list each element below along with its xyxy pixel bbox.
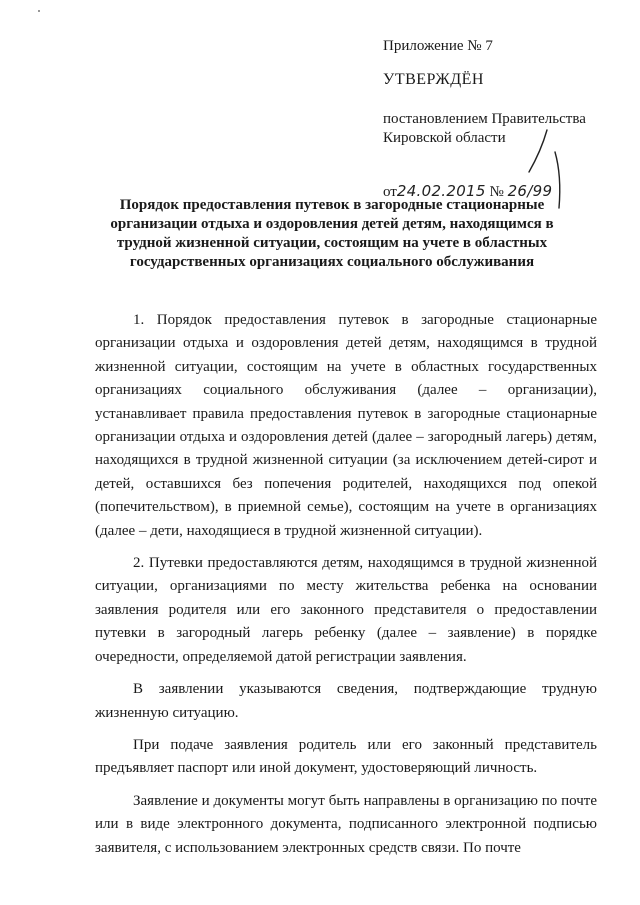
paragraph: 1. Порядок предоставления путевок в загородные стационарные организации отдыха и оздоровления детей детям, находящимся в трудной жизненной ситуации, состоящим на учете в областных государственных организациях социального обслуживания (далее – организации), устанавливает правила предоставления путевок в загородные стационарные организации отдыха и оздоровления детей (далее – загородный лагерь) детям, находящихся в трудной жизненной ситуации (за исключением детей-сирот и детей, оставшихся без попечения родителей, находящихся под опекой (попечительством), в приемной семье), состоящим на учете в организациях (далее – дети, находящиеся в трудной жизненной ситуации).: [95, 312, 597, 539]
paragraph: Заявление и документы могут быть направлены в организацию по почте или в виде электронного документа, подписанного электронной подписью заявителя, с использованием электронных средств связи. По почте: [95, 792, 597, 856]
document-title: Порядок предоставления путевок в загородные стационарные организации отдыха и оздоровления детей детям, находящимся в трудной жизненной ситуации, состоящим на учете в областных государственных организациях социального обслуживания: [110, 197, 554, 270]
paragraph: В заявлении указываются сведения, подтверждающие трудную жизненную ситуацию.: [95, 681, 597, 721]
appendix-number: Приложение № 7: [383, 38, 493, 54]
handwritten-date: 24.02.2015: [396, 182, 486, 200]
document-body: [95, 309, 597, 860]
approved-label: УТВЕРЖДЁН: [383, 71, 484, 88]
date-prefix: от: [383, 184, 397, 200]
handwritten-number: 26/99: [507, 182, 553, 200]
scan-speck: [38, 10, 40, 12]
number-prefix: №: [489, 184, 504, 200]
paragraph: 2. Путевки предоставляются детям, находящимся в трудной жизненной ситуации, организациями по месту жительства ребенка на основании заявления родителя или его законного представителя о предоставлении путевки в загородный лагерь ребенку (далее – заявление) в порядке очередности, определяемой датой регистрации заявления.: [95, 555, 597, 665]
decree-line: постановлением Правительства: [383, 111, 586, 127]
decree-line: Кировской области: [383, 130, 506, 146]
paragraph: При подаче заявления родитель или его законный представитель предъявляет паспорт или иной документ, удостоверяющий личность.: [95, 736, 597, 777]
